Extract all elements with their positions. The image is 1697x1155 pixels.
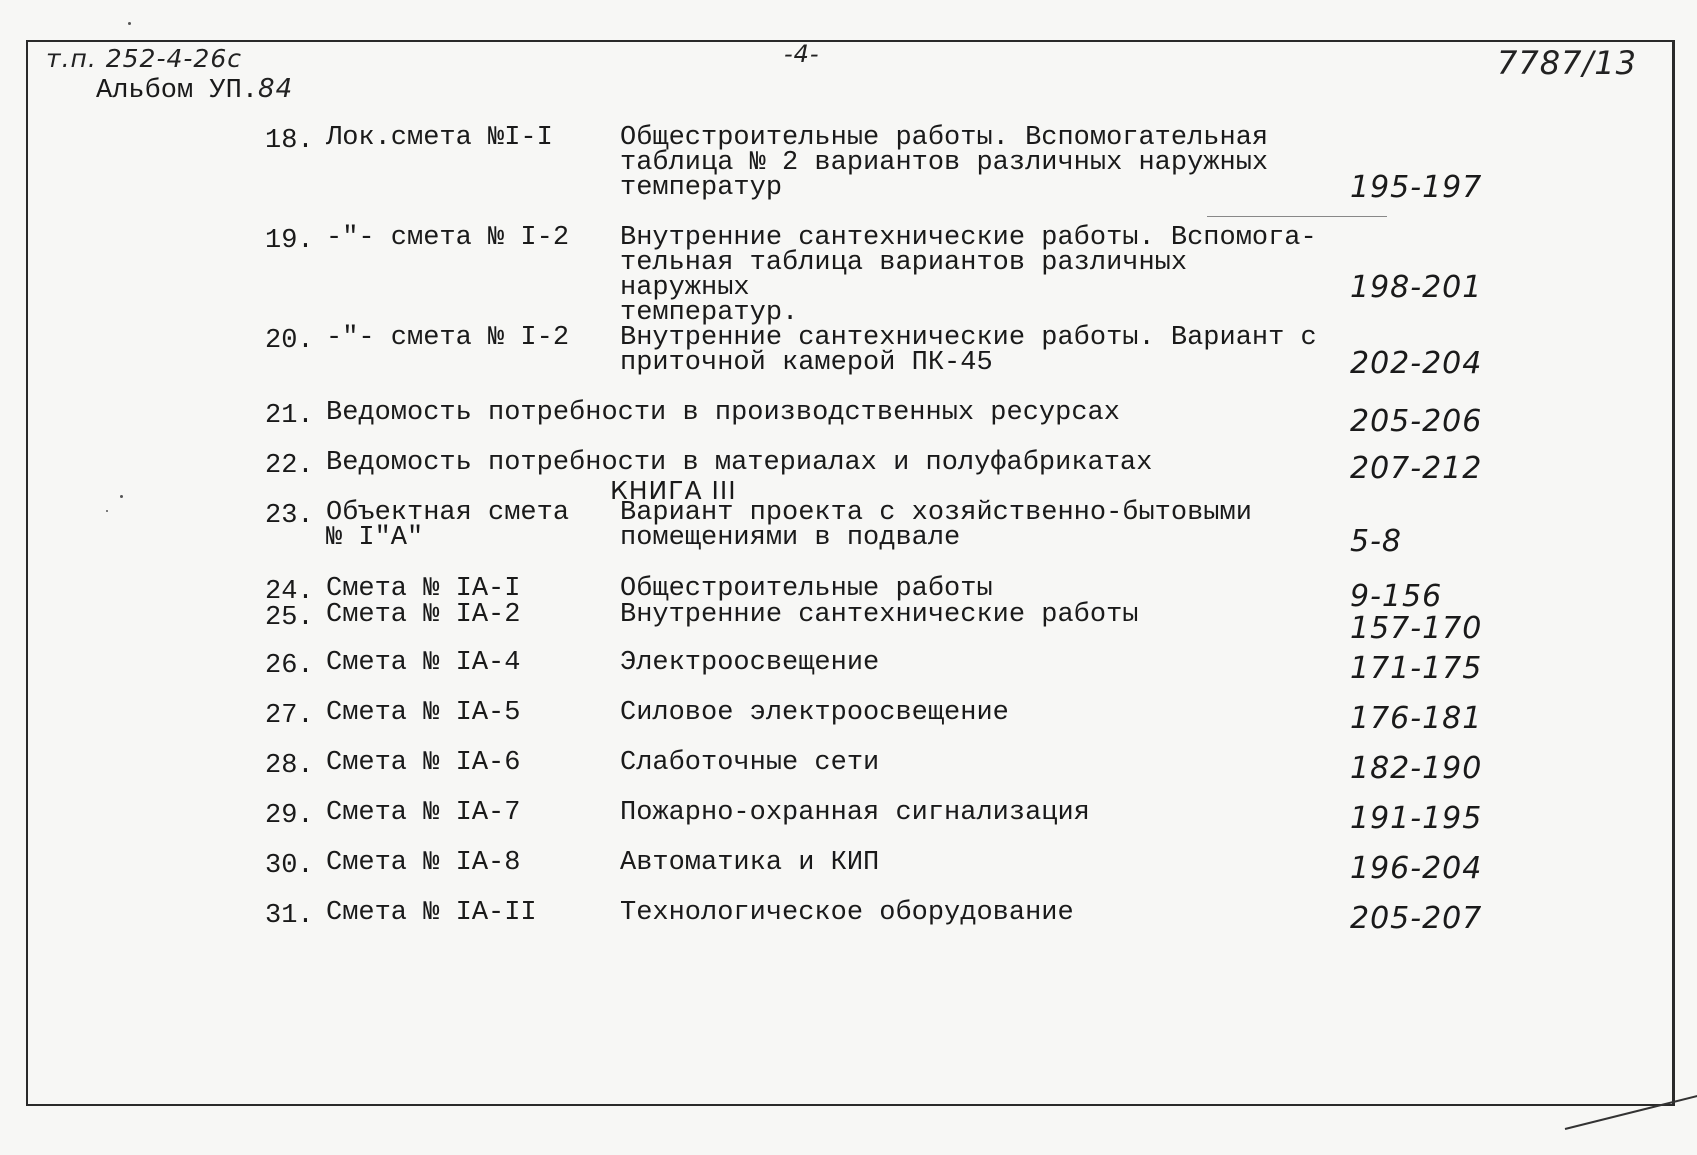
item-label: Лок.смета №I-I [326, 123, 553, 153]
item-label: Ведомость потребности в производственных ресурсах [326, 398, 1120, 428]
album-prefix: Альбом УП. [96, 76, 259, 106]
item-number: 30. [265, 851, 314, 881]
item-number: 29. [265, 801, 314, 831]
item-pages: 202-204 [1350, 346, 1483, 381]
item-label: Смета № IА-5 [326, 698, 521, 728]
item-label: Смета № IА-7 [326, 798, 521, 828]
item-pages: 182-190 [1350, 751, 1483, 786]
item-number: 31. [265, 901, 314, 931]
item-description: Вариант проекта с хозяйственно-бытовыми помещениями в подвале [620, 498, 1252, 553]
item-number: 19. [265, 226, 314, 256]
album-number: 84 [258, 74, 294, 104]
item-pages: 157-170 [1350, 611, 1483, 646]
item-pages: 195-197 [1350, 170, 1483, 205]
item-label: Смета № IА-6 [326, 748, 521, 778]
item-description: Общестроительные работы. Вспомогательная таблица № 2 вариантов различных наружных температур [620, 123, 1269, 203]
speck [120, 495, 123, 498]
item-number: 25. [265, 603, 314, 633]
item-description: Технологическое оборудование [620, 898, 1074, 928]
book-heading: КНИГА III [610, 476, 737, 505]
item-number: 21. [265, 401, 314, 431]
item-label: Смета № IА-I [326, 574, 521, 604]
item-label: Ведомость потребности в материалах и полуфабрикатах [326, 448, 1153, 478]
handwritten-underline [1207, 216, 1387, 217]
item-description: Слаботочные сети [620, 748, 880, 778]
item-description: Пожарно-охранная сигнализация [620, 798, 1090, 828]
album-line [96, 74, 293, 106]
document-code: т.п. 252-4-26с [46, 44, 242, 73]
item-description: Внутренние сантехнические работы [620, 600, 1139, 630]
item-description: Автоматика и КИП [620, 848, 880, 878]
item-number: 20. [265, 326, 314, 356]
item-pages: 207-212 [1350, 451, 1483, 486]
item-pages: 5-8 [1350, 524, 1402, 559]
item-pages: 9-156 [1350, 579, 1443, 614]
item-pages: 205-206 [1350, 404, 1483, 439]
item-label: Смета № IА-8 [326, 848, 521, 878]
speck [106, 510, 108, 512]
item-pages: 176-181 [1350, 701, 1483, 736]
item-number: 22. [265, 451, 314, 481]
item-pages: 191-195 [1350, 801, 1483, 836]
item-number: 18. [265, 126, 314, 156]
item-label: Смета № IА-II [326, 898, 537, 928]
item-label: -"- смета № I-2 [326, 323, 570, 353]
item-pages: 198-201 [1350, 270, 1483, 305]
item-pages: 205-207 [1350, 901, 1483, 936]
item-number: 27. [265, 701, 314, 731]
item-number: 28. [265, 751, 314, 781]
item-description: Силовое электроосвещение [620, 698, 1009, 728]
item-pages: 196-204 [1350, 851, 1483, 886]
item-description: Электроосвещение [620, 648, 880, 678]
item-description: Внутренние сантехнические работы. Вспомога- тельная таблица вариантов различных наружных температур. [620, 223, 1317, 328]
item-number: 24. [265, 577, 314, 607]
speck [128, 22, 131, 25]
item-description: Внутренние сантехнические работы. Вариант с приточной камерой ПК-45 [620, 323, 1317, 378]
item-number: 26. [265, 651, 314, 681]
item-label: Смета № IА-4 [326, 648, 521, 678]
item-pages: 171-175 [1350, 651, 1483, 686]
sheet-reference: 7787/13 [1497, 44, 1637, 82]
item-label: Смета № IА-2 [326, 600, 521, 630]
item-label: Объектная смета № I"А" [326, 498, 570, 553]
item-label: -"- смета № I-2 [326, 223, 570, 253]
item-description: Общестроительные работы [620, 574, 993, 604]
item-number: 23. [265, 501, 314, 531]
page-marker: -4- [784, 40, 820, 68]
